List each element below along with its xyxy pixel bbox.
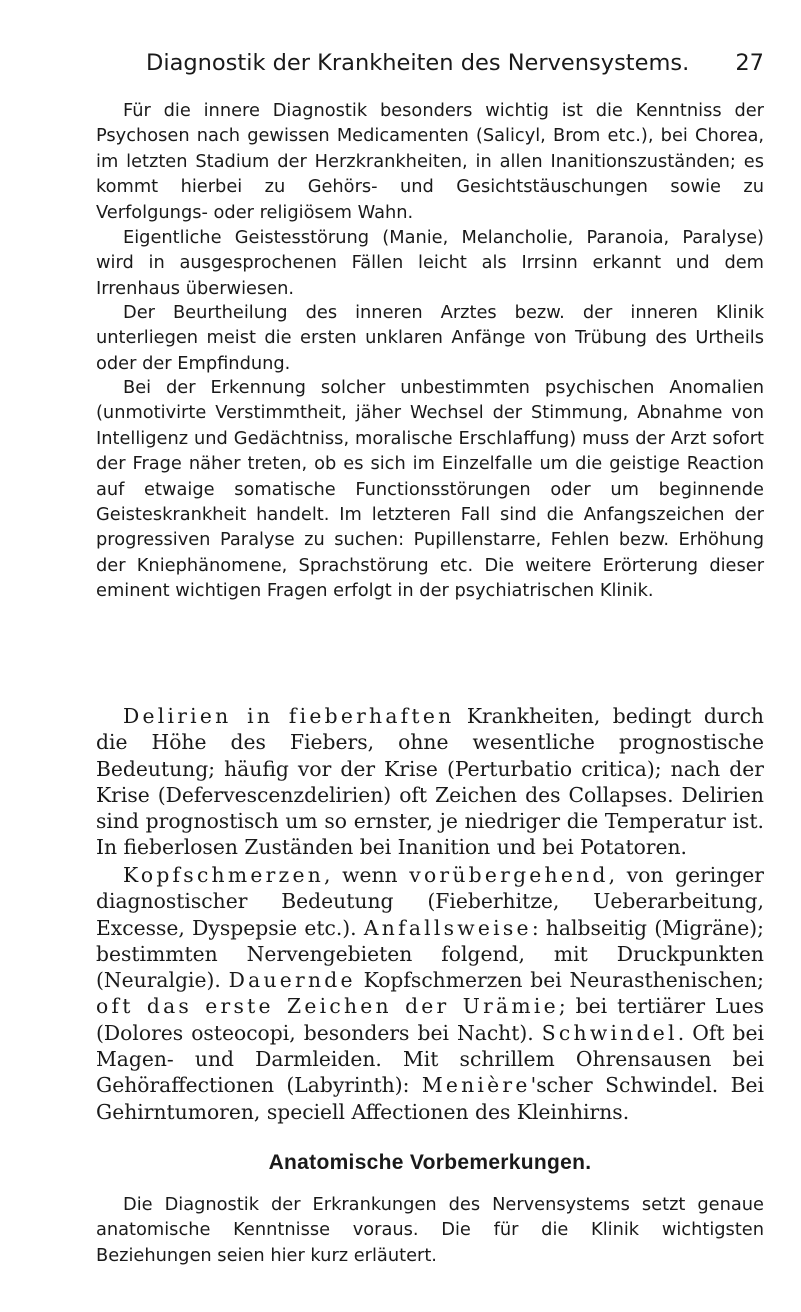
paragraph-text: Krankheiten, bedingt durch die Höhe des Fiebers, ohne wesentliche prognostische Bedeutung; häufig vor der Krise (Perturbatio critica); nach der Krise (Defervescenzdelirien) oft Zeichen des Collapses. Delirien sind prognostisch um so ernster, je niedriger die Temperatur ist. In fieberlosen Zuständen bei Inanition und bei Potatoren. <box>96 704 764 860</box>
spaced-term: Menière <box>421 1073 531 1098</box>
paragraph-kopfschmerzen <box>96 862 764 1125</box>
paragraph-erkennung: Bei der Erkennung solcher unbestimmten psychischen Anomalien (unmotivirte Verstimmtheit, jäher Wechsel der Stimmung, Abnahme von Intelligenz und Gedächtniss, moralische Erschlaffung) muss der Arzt sofort der Frage näher treten, ob es sich im Einzelfalle um die geistige Reaction auf etwaige somatische Functionsstörungen oder um beginnende Geisteskrankheit handelt. Im letzteren Fall sind die Anfangszeichen der progressiven Paralyse zu suchen: Pupillenstarre, Fehlen bezw. Erhöhung der Kniephänomene, Sprachstörung etc. Die weitere Erörterung dieser eminent wichtigen Fragen erfolgt in der psychiatrischen Klinik. <box>96 377 764 602</box>
running-title: Diagnostik der Krankheiten des Nervensystems. <box>146 50 690 76</box>
paragraph-text: . Oft bei Magen- und Darmleiden. Mit schrillem Ohrensausen bei Gehöraffectionen (Labyrinth): <box>96 1020 764 1098</box>
spaced-term: Kopfschmerzen <box>123 863 325 887</box>
running-header <box>96 46 764 80</box>
paragraph-text: : halbseitig (Migräne); bestimmten Nervengebieten folgend, mit Druckpunkten (Neuralgie). <box>96 915 764 993</box>
paragraph-geistesstoerung: Eigentliche Geistesstörung (Manie, Melancholie, Paranoia, Paralyse) wird in ausgesprochenen Fällen leicht als Irrsinn erkannt und dem Irrenhaus überwiesen. <box>96 227 764 299</box>
spaced-term: Delirien in fieberhaften <box>123 704 455 728</box>
spaced-term: Schwindel <box>541 1020 678 1045</box>
page-number: 27 <box>735 50 764 76</box>
spaced-term: Dauernde <box>228 968 356 993</box>
spaced-term: oft das erste Zeichen der Urämie <box>96 994 559 1019</box>
section-heading: Anatomische Vorbemerkungen. <box>268 1151 592 1174</box>
paragraph-text: , von geringer diagnostischer Bedeutung (Fieberhitze, Ueberarbeitung, Excesse, Dyspepsie etc.). <box>96 863 765 940</box>
spaced-term: Anfallsweise <box>363 915 532 940</box>
paragraph-anatomie: Die Diagnostik der Erkrankungen des Nervensystems setzt genaue anatomische Kenntnisse voraus. Die für die Klinik wichtigsten Beziehungen seien hier kurz erläutert. <box>96 1194 764 1266</box>
paragraph-text: 'scher Schwindel. Bei Gehirntumoren, speciell Affectionen des Kleinhirns. <box>96 1073 764 1124</box>
paragraph-text: ; bei tertiärer Lues (Dolores osteocopi, besonders bei Nacht). <box>96 994 764 1045</box>
spaced-term: vorübergehend <box>409 863 609 887</box>
paragraph-text: , wenn <box>324 863 410 887</box>
paragraph-text: Kopfschmerzen bei Neurasthenischen; <box>355 968 764 993</box>
paragraph-delirien <box>96 703 764 861</box>
paragraph-beurtheilung: Der Beurtheilung des inneren Arztes bezw. der inneren Klinik unterliegen meist die ersten unklaren Anfänge von Trübung des Urtheils oder der Empfindung. <box>96 302 764 374</box>
paragraph-psychosen: Für die innere Diagnostik besonders wichtig ist die Kenntniss der Psychosen nach gewissen Medicamenten (Salicyl, Brom etc.), bei Chorea, im letzten Stadium der Herzkrankheiten, in allen Inanitionszuständen; es kommt hierbei zu Gehörs- und Gesichtstäuschungen sowie zu Verfolgungs- oder religiösem Wahn. <box>96 100 764 223</box>
